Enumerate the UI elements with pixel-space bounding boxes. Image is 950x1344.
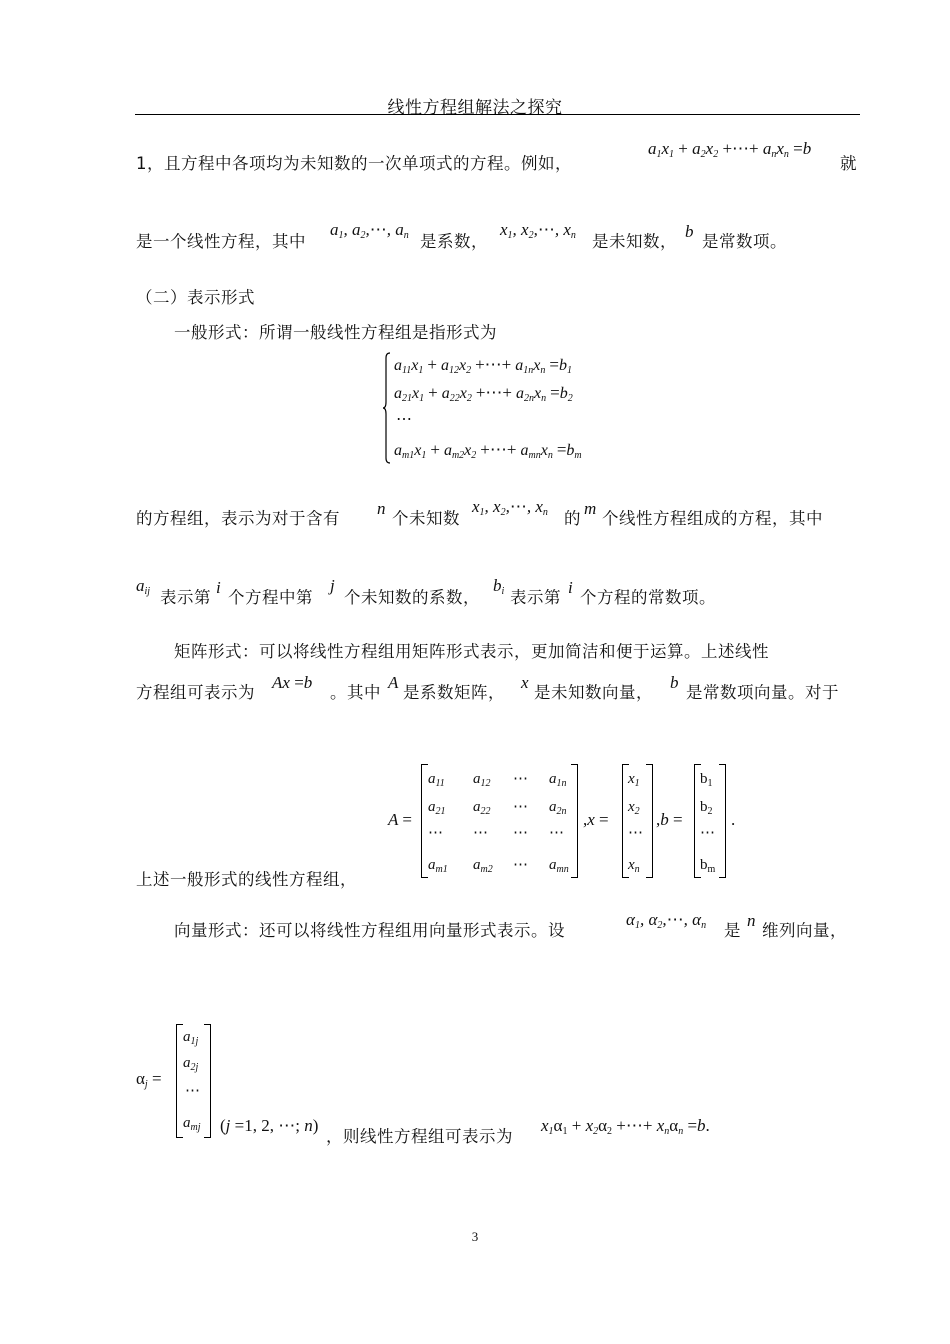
general-desc2-b: 个方程中第 bbox=[228, 588, 313, 607]
general-desc1-d: 个线性方程组成的方程，其中 bbox=[602, 509, 823, 528]
left-brace bbox=[383, 352, 391, 464]
system-eq-2: $a_{21}x_1 + a_{22}x_2$ +⋯+ $a_{2n}x_n =b_2$ bbox=[394, 383, 573, 404]
matrix-form-line2-c: 是系数矩阵， bbox=[403, 683, 505, 702]
math-period: . bbox=[731, 810, 736, 829]
matrix-form-line1: 矩阵形式：可以将线性方程组用矩阵形式表示，更加简洁和便于运算。上述线性 bbox=[174, 642, 769, 661]
vector-alpha-right-bracket bbox=[204, 1024, 211, 1138]
math-n: n bbox=[377, 499, 386, 518]
math-n-2: n bbox=[747, 911, 756, 930]
math-i: i bbox=[216, 578, 221, 597]
vector-b-cell: ⋯ bbox=[700, 825, 715, 841]
math-A: A bbox=[388, 673, 399, 692]
matrix-form-line2-b: 。其中 bbox=[330, 683, 381, 702]
math-j: j bbox=[330, 576, 335, 595]
math-x: x bbox=[521, 673, 529, 692]
matrix-A-cell: ⋯ bbox=[513, 825, 528, 841]
math-unknowns-2: $x_1$, $x_2,\cdots$, $x_n$ bbox=[472, 497, 548, 518]
general-form-intro: 一般形式：所谓一般线性方程组是指形式为 bbox=[174, 323, 497, 342]
vector-form-line2: ，则线性方程组可表示为 bbox=[326, 1127, 513, 1146]
general-desc1-a: 的方程组，表示为对于含有 bbox=[136, 509, 340, 528]
vector-b-cell: $b_m$ bbox=[700, 857, 716, 875]
header-rule bbox=[135, 114, 860, 115]
math-coefficients: $a_1$, $a_2,\cdots$, $a_n$ bbox=[330, 220, 409, 241]
math-i-2: i bbox=[568, 578, 573, 597]
section-title: （二）表示形式 bbox=[136, 288, 255, 307]
math-b: b bbox=[685, 222, 694, 241]
vector-x-cell: ⋯ bbox=[628, 825, 643, 841]
vector-x-cell: $x_n$ bbox=[628, 857, 640, 875]
matrix-A-cell: ⋯ bbox=[513, 799, 528, 815]
math-unknowns: $x_1$, $x_2,\cdots$, $x_n$ bbox=[500, 220, 576, 241]
math-j-range: (j =1, 2, ⋯; n) bbox=[220, 1116, 319, 1135]
vector-alpha-cell: $a_{2j}$ bbox=[183, 1055, 199, 1073]
math-bi: $b_i$ bbox=[493, 576, 505, 597]
vector-b-cell: $b_2$ bbox=[700, 799, 713, 817]
page-number: 3 bbox=[471, 1229, 479, 1244]
para1-line1-prefix: 1，且方程中各项均为未知数的一次单项式的方程。例如， bbox=[136, 154, 572, 173]
general-desc1-b: 个未知数 bbox=[392, 509, 460, 528]
general-desc1-c: 的 bbox=[564, 509, 581, 528]
equation-linear-example: $a_1x_1 + a_2x_2$ +⋯+ $a_nx_n =b$ bbox=[648, 139, 812, 160]
vector-alpha-left-bracket bbox=[176, 1024, 183, 1138]
vector-alpha-cell: ⋯ bbox=[185, 1083, 200, 1099]
math-b-2: b bbox=[670, 673, 679, 692]
vector-form-line1-b: 是 bbox=[724, 921, 741, 940]
math-vector-equation: $x_1\alpha_1 + x_2\alpha_2$ +⋯+ $x_n\alpha_n =b$. bbox=[541, 1116, 710, 1137]
matrix-A-cell: $a_{2n}$ bbox=[549, 799, 567, 817]
vector-alpha-cell: $a_{mj}$ bbox=[183, 1115, 201, 1133]
header-title: 线性方程组解法之探究 bbox=[387, 98, 563, 118]
general-desc2-c: 个未知数的系数， bbox=[344, 588, 480, 607]
general-desc2-a: 表示第 bbox=[160, 588, 211, 607]
matrix-A-right-bracket bbox=[571, 764, 578, 878]
matrix-A-left-bracket bbox=[421, 764, 428, 878]
math-ax-b: Ax =b bbox=[272, 673, 313, 692]
math-m: m bbox=[584, 499, 597, 518]
matrix-A-cell: $a_{21}$ bbox=[428, 799, 446, 817]
vector-b-right-bracket bbox=[719, 764, 726, 878]
para1-line2-b: 是系数， bbox=[420, 232, 488, 251]
matrix-form-line2-d: 是未知数向量， bbox=[534, 683, 653, 702]
general-desc2-e: 个方程的常数项。 bbox=[580, 588, 716, 607]
matrix-A-cell: $a_{m1}$ bbox=[428, 857, 448, 875]
matrix-A-cell: ⋯ bbox=[513, 771, 528, 787]
para1-line2-a: 是一个线性方程，其中 bbox=[136, 232, 306, 251]
math-alpha-j-eq: $\alpha_j$ = bbox=[136, 1069, 162, 1090]
math-b-eq: ,b = bbox=[656, 810, 683, 829]
vector-x-right-bracket bbox=[646, 764, 653, 878]
matrix-A-cell: $a_{22}$ bbox=[473, 799, 491, 817]
vector-x-cell: $x_2$ bbox=[628, 799, 640, 817]
general-desc2-d: 表示第 bbox=[510, 588, 561, 607]
system-eq-1: $a_{11}x_1 + a_{12}x_2$ +⋯+ $a_{1n}x_n =b_1$ bbox=[394, 355, 572, 376]
para1-line2-c: 是未知数， bbox=[592, 232, 677, 251]
math-A-eq: A = bbox=[388, 810, 412, 829]
vector-alpha-cell: $a_{1j}$ bbox=[183, 1029, 199, 1047]
matrix-A-cell: ⋯ bbox=[513, 857, 528, 873]
matrix-form-line2-a: 方程组可表示为 bbox=[136, 683, 255, 702]
vector-form-line1-a: 向量形式：还可以将线性方程组用向量形式表示。设 bbox=[174, 921, 565, 940]
para1-line1 bbox=[136, 150, 572, 174]
matrix-form-line2-e: 是常数项向量。对于 bbox=[686, 683, 839, 702]
matrix-A-cell: $a_{11}$ bbox=[428, 771, 445, 789]
matrix-form-line3: 上述一般形式的线性方程组， bbox=[136, 870, 357, 889]
math-alphas: $\alpha_1$, $\alpha_2,\cdots$, $\alpha_n$ bbox=[626, 910, 707, 931]
math-aij: $a_{ij}$ bbox=[136, 576, 151, 597]
vector-b-cell: $b_1$ bbox=[700, 771, 713, 789]
matrix-A-cell: $a_{m2}$ bbox=[473, 857, 493, 875]
system-eq-m: $a_{m1}x_1 + a_{m2}x_2$ +⋯+ $a_{mn}x_n =b_m$ bbox=[394, 440, 582, 461]
matrix-A-cell: ⋯ bbox=[549, 825, 564, 841]
matrix-A-cell: $a_{12}$ bbox=[473, 771, 491, 789]
system-eq-ellipsis: ⋯ bbox=[396, 411, 412, 428]
para1-line2-d: 是常数项。 bbox=[702, 232, 787, 251]
matrix-A-cell: $a_{mn}$ bbox=[549, 857, 569, 875]
matrix-A-cell: ⋯ bbox=[428, 825, 443, 841]
math-x-eq: ,x = bbox=[583, 810, 609, 829]
matrix-A-cell: $a_{1n}$ bbox=[549, 771, 567, 789]
para1-line1-suffix: 就 bbox=[840, 154, 857, 173]
vector-x-cell: $x_1$ bbox=[628, 771, 640, 789]
vector-form-line1-c: 维列向量， bbox=[762, 921, 847, 940]
matrix-A-cell: ⋯ bbox=[473, 825, 488, 841]
